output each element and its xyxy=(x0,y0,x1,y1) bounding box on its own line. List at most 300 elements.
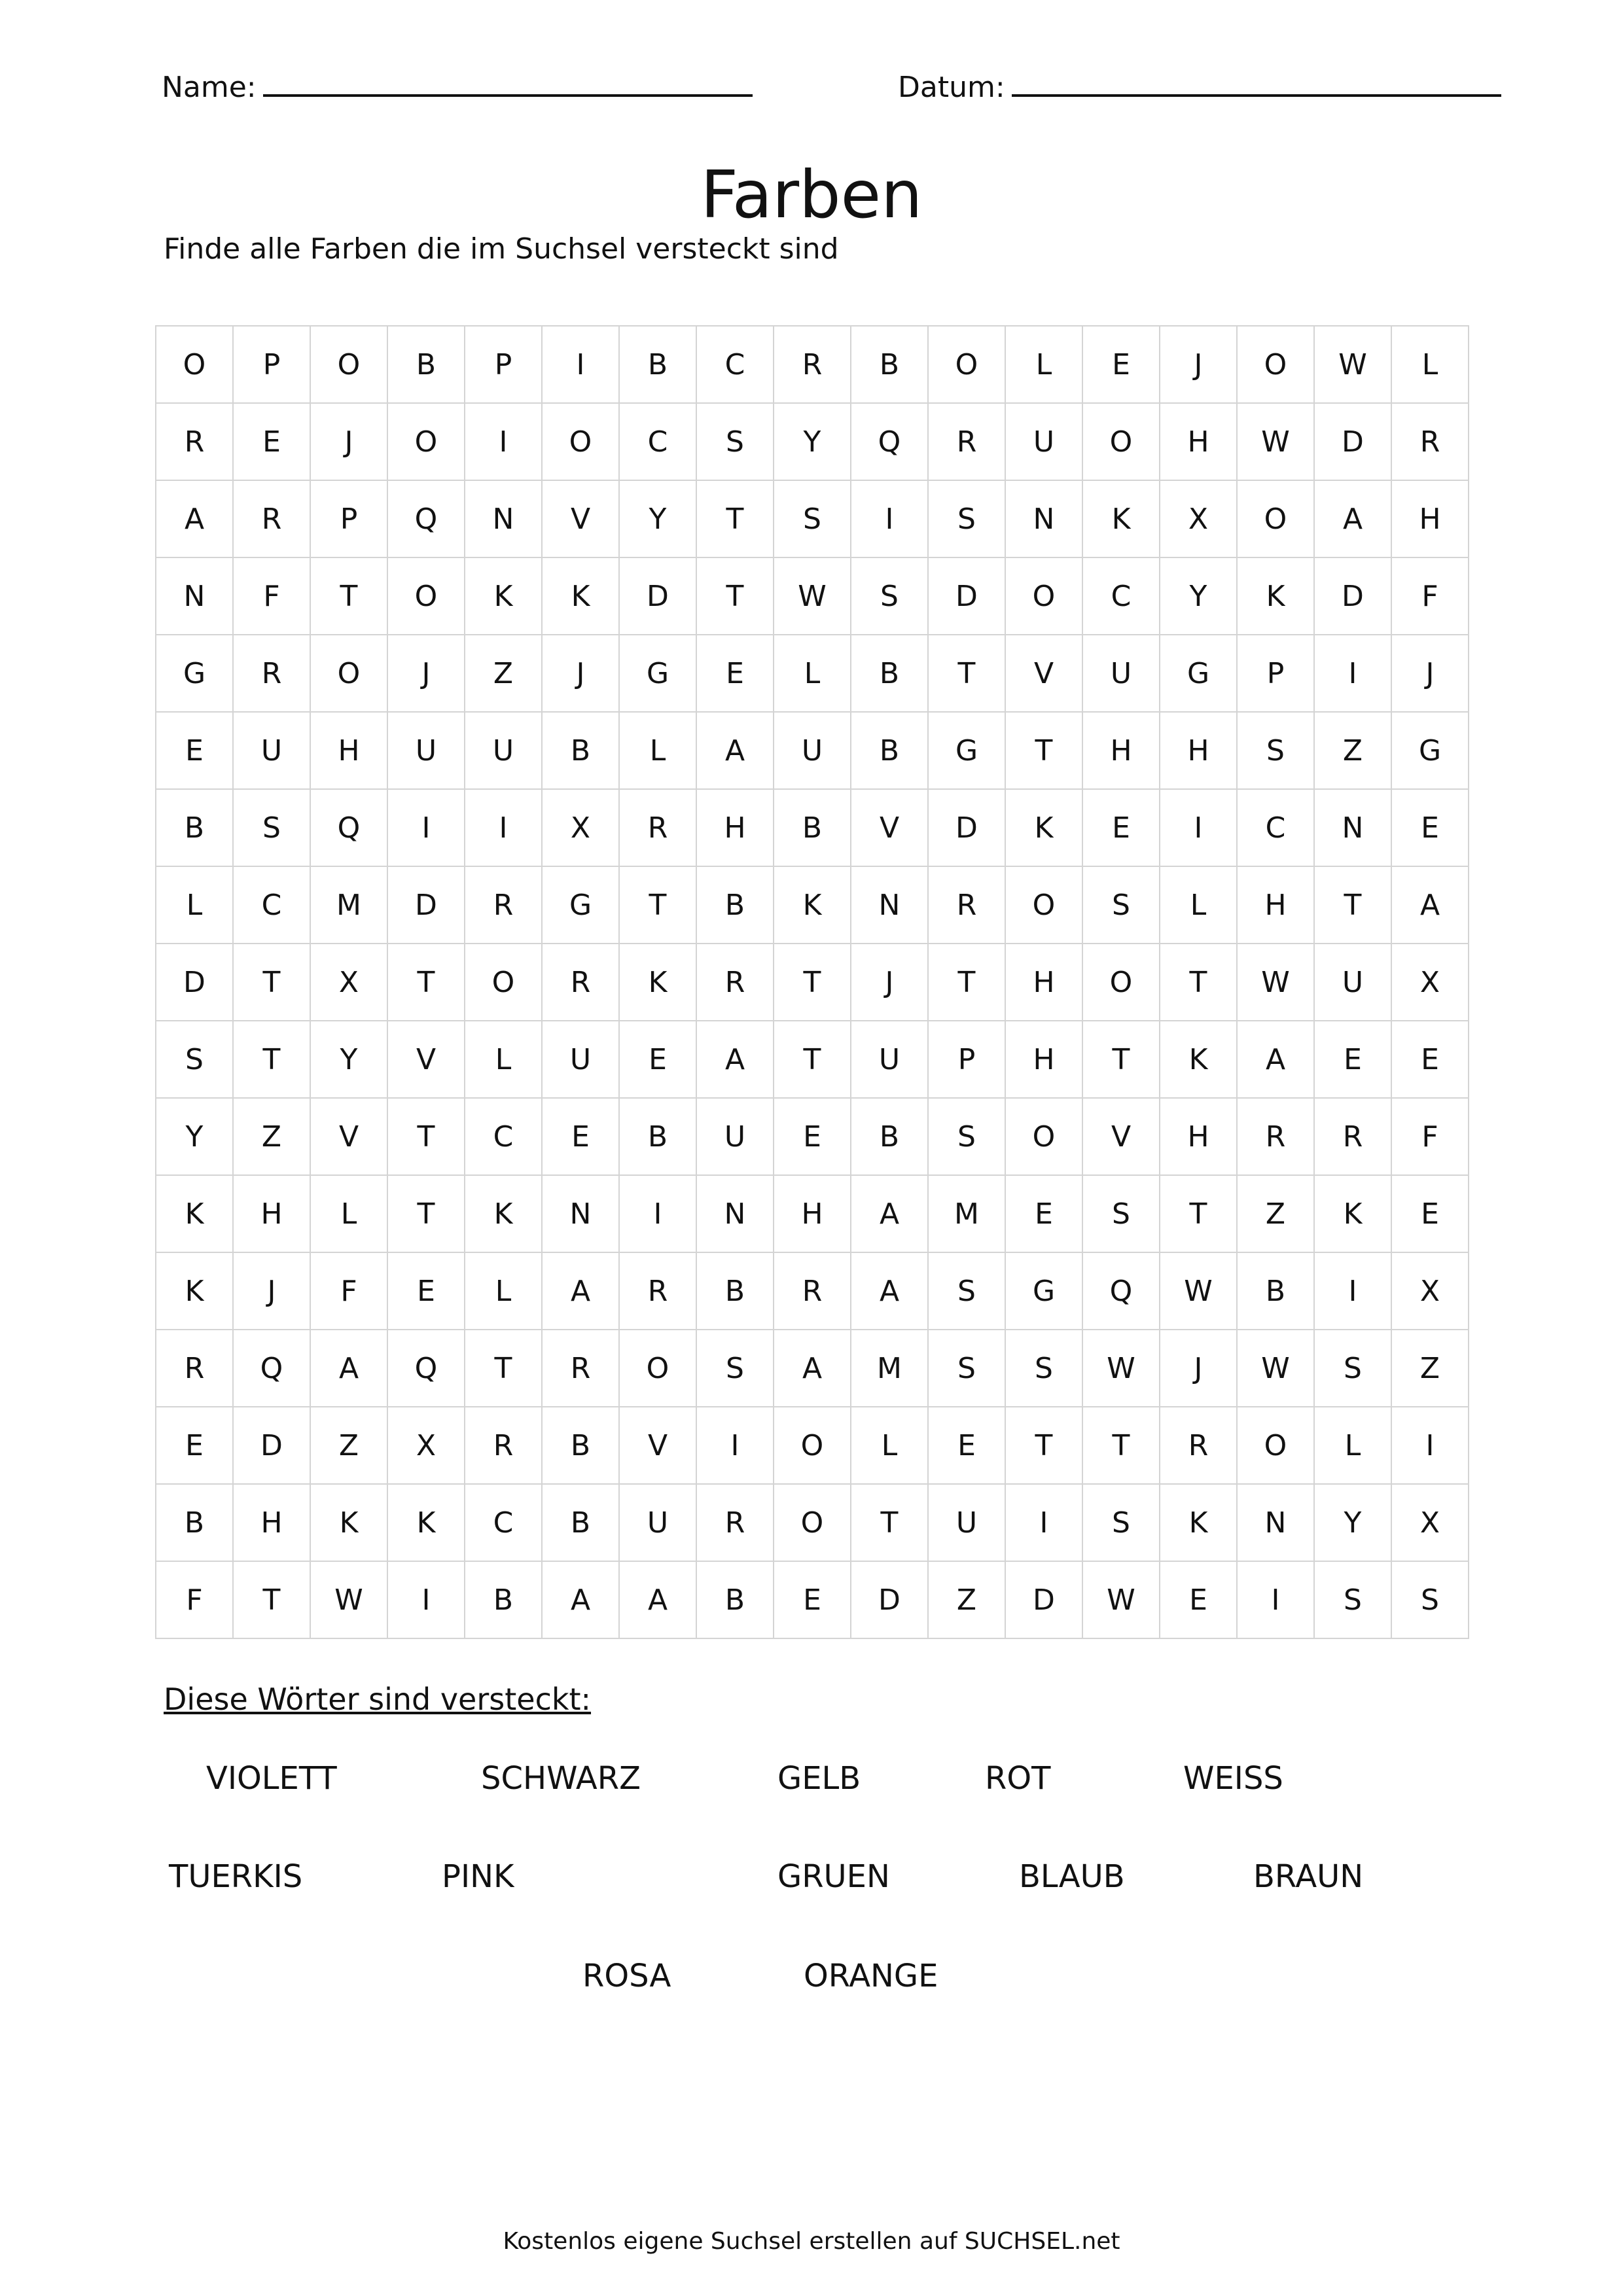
grid-row xyxy=(156,789,1469,866)
grid-cell: O xyxy=(928,326,1005,403)
grid-cell: X xyxy=(542,789,619,866)
grid-cell: H xyxy=(1005,1021,1082,1098)
grid-cell: M xyxy=(310,866,387,944)
grid-cell: R xyxy=(928,403,1005,480)
grid-cell: R xyxy=(233,635,310,712)
grid-cell: B xyxy=(851,712,928,789)
grid-cell: X xyxy=(1391,1484,1469,1561)
grid-cell: J xyxy=(1160,1330,1237,1407)
word-list-heading: Diese Wörter sind versteckt: xyxy=(164,1682,592,1717)
grid-cell: H xyxy=(1391,480,1469,557)
grid-cell: B xyxy=(696,1561,774,1638)
grid-cell: V xyxy=(387,1021,465,1098)
grid-cell: G xyxy=(1391,712,1469,789)
grid-cell: I xyxy=(1391,1407,1469,1484)
grid-cell: B xyxy=(542,712,619,789)
grid-cell: V xyxy=(1005,635,1082,712)
grid-cell: H xyxy=(774,1175,851,1252)
grid-cell: L xyxy=(310,1175,387,1252)
grid-cell: B xyxy=(851,1098,928,1175)
grid-cell: X xyxy=(310,944,387,1021)
grid-cell: T xyxy=(233,1561,310,1638)
grid-cell: E xyxy=(1391,1021,1469,1098)
grid-cell: E xyxy=(774,1561,851,1638)
grid-cell: U xyxy=(774,712,851,789)
grid-cell: S xyxy=(1314,1561,1391,1638)
grid-cell: F xyxy=(233,557,310,635)
grid-cell: K xyxy=(387,1484,465,1561)
grid-cell: W xyxy=(1237,403,1314,480)
grid-cell: T xyxy=(1160,1175,1237,1252)
grid-cell: E xyxy=(156,712,233,789)
grid-cell: G xyxy=(156,635,233,712)
grid-cell: E xyxy=(542,1098,619,1175)
grid-cell: O xyxy=(619,1330,696,1407)
grid-cell: K xyxy=(1314,1175,1391,1252)
grid-cell: S xyxy=(1082,1175,1160,1252)
grid-cell: P xyxy=(1237,635,1314,712)
grid-cell: A xyxy=(696,1021,774,1098)
grid-cell: W xyxy=(310,1561,387,1638)
word-item: GELB xyxy=(777,1760,861,1797)
grid-cell: K xyxy=(1237,557,1314,635)
grid-cell: R xyxy=(928,866,1005,944)
grid-cell: K xyxy=(310,1484,387,1561)
grid-cell: R xyxy=(465,1407,542,1484)
grid-cell: E xyxy=(619,1021,696,1098)
grid-cell: Z xyxy=(310,1407,387,1484)
grid-row xyxy=(156,866,1469,944)
grid-cell: T xyxy=(1005,712,1082,789)
grid-cell: N xyxy=(851,866,928,944)
grid-cell: I xyxy=(696,1407,774,1484)
grid-cell: E xyxy=(1391,789,1469,866)
grid-cell: R xyxy=(696,1484,774,1561)
grid-cell: U xyxy=(465,712,542,789)
grid-cell: D xyxy=(1005,1561,1082,1638)
grid-cell: I xyxy=(465,789,542,866)
grid-cell: J xyxy=(542,635,619,712)
grid-cell: T xyxy=(696,557,774,635)
grid-cell: W xyxy=(1160,1252,1237,1330)
grid-cell: U xyxy=(542,1021,619,1098)
grid-cell: Y xyxy=(619,480,696,557)
grid-cell: B xyxy=(851,635,928,712)
grid-cell: S xyxy=(928,1098,1005,1175)
grid-cell: A xyxy=(851,1252,928,1330)
grid-cell: P xyxy=(465,326,542,403)
name-line[interactable] xyxy=(263,65,753,97)
grid-cell: O xyxy=(774,1484,851,1561)
grid-cell: Q xyxy=(310,789,387,866)
grid-cell: V xyxy=(619,1407,696,1484)
grid-cell: S xyxy=(1237,712,1314,789)
grid-cell: A xyxy=(1391,866,1469,944)
grid-cell: L xyxy=(1160,866,1237,944)
grid-row xyxy=(156,1021,1469,1098)
grid-cell: R xyxy=(696,944,774,1021)
grid-cell: U xyxy=(1082,635,1160,712)
grid-cell: H xyxy=(233,1484,310,1561)
grid-cell: P xyxy=(233,326,310,403)
grid-cell: C xyxy=(619,403,696,480)
grid-cell: I xyxy=(1005,1484,1082,1561)
grid-cell: T xyxy=(1082,1407,1160,1484)
grid-cell: O xyxy=(1237,326,1314,403)
grid-cell: J xyxy=(1391,635,1469,712)
grid-cell: K xyxy=(542,557,619,635)
grid-cell: B xyxy=(465,1561,542,1638)
name-label: Name: xyxy=(162,71,257,104)
grid-cell: L xyxy=(774,635,851,712)
grid-cell: B xyxy=(542,1407,619,1484)
grid-cell: D xyxy=(619,557,696,635)
grid-cell: V xyxy=(851,789,928,866)
grid-cell: N xyxy=(542,1175,619,1252)
word-item: GRUEN xyxy=(777,1858,890,1895)
grid-cell: C xyxy=(696,326,774,403)
grid-cell: Z xyxy=(465,635,542,712)
grid-cell: W xyxy=(1082,1561,1160,1638)
grid-cell: Q xyxy=(851,403,928,480)
grid-cell: B xyxy=(1237,1252,1314,1330)
grid-cell: M xyxy=(928,1175,1005,1252)
grid-cell: N xyxy=(1237,1484,1314,1561)
grid-cell: L xyxy=(1005,326,1082,403)
grid-cell: Y xyxy=(310,1021,387,1098)
grid-cell: L xyxy=(465,1252,542,1330)
grid-cell: A xyxy=(1314,480,1391,557)
grid-cell: G xyxy=(1160,635,1237,712)
grid-cell: O xyxy=(387,557,465,635)
grid-cell: E xyxy=(233,403,310,480)
grid-cell: K xyxy=(156,1252,233,1330)
grid-cell: P xyxy=(310,480,387,557)
grid-cell: U xyxy=(1005,403,1082,480)
grid-cell: R xyxy=(619,789,696,866)
grid-cell: I xyxy=(1237,1561,1314,1638)
grid-cell: Q xyxy=(1082,1252,1160,1330)
name-field[interactable] xyxy=(162,65,753,104)
footer-credit: Kostenlos eigene Suchsel erstellen auf SUCHSEL.net xyxy=(503,2228,1120,2255)
grid-cell: Q xyxy=(387,1330,465,1407)
grid-cell: G xyxy=(619,635,696,712)
grid-cell: A xyxy=(156,480,233,557)
grid-cell: X xyxy=(387,1407,465,1484)
grid-cell: B xyxy=(542,1484,619,1561)
grid-cell: D xyxy=(156,944,233,1021)
grid-cell: B xyxy=(387,326,465,403)
grid-cell: B xyxy=(851,326,928,403)
grid-cell: W xyxy=(1314,326,1391,403)
grid-cell: T xyxy=(233,1021,310,1098)
grid-row xyxy=(156,1098,1469,1175)
grid-cell: E xyxy=(1160,1561,1237,1638)
grid-cell: Y xyxy=(774,403,851,480)
grid-cell: H xyxy=(1082,712,1160,789)
grid-cell: X xyxy=(1391,944,1469,1021)
grid-cell: V xyxy=(1082,1098,1160,1175)
word-item: ROSA xyxy=(582,1958,671,1994)
grid-cell: S xyxy=(774,480,851,557)
grid-cell: T xyxy=(387,1175,465,1252)
grid-cell: I xyxy=(1160,789,1237,866)
word-item: VIOLETT xyxy=(206,1760,337,1797)
grid-cell: D xyxy=(233,1407,310,1484)
grid-cell: Y xyxy=(1314,1484,1391,1561)
grid-cell: S xyxy=(1005,1330,1082,1407)
grid-cell: O xyxy=(1005,1098,1082,1175)
grid-cell: R xyxy=(542,1330,619,1407)
grid-cell: A xyxy=(851,1175,928,1252)
grid-cell: U xyxy=(696,1098,774,1175)
grid-row xyxy=(156,1252,1469,1330)
grid-cell: E xyxy=(774,1098,851,1175)
grid-cell: O xyxy=(774,1407,851,1484)
grid-cell: I xyxy=(851,480,928,557)
grid-cell: R xyxy=(774,326,851,403)
grid-cell: F xyxy=(156,1561,233,1638)
word-item: ORANGE xyxy=(804,1958,938,1994)
grid-cell: D xyxy=(928,557,1005,635)
grid-row xyxy=(156,326,1469,403)
grid-row xyxy=(156,480,1469,557)
grid-cell: H xyxy=(1237,866,1314,944)
grid-cell: C xyxy=(465,1484,542,1561)
grid-cell: N xyxy=(465,480,542,557)
grid-row xyxy=(156,944,1469,1021)
grid-cell: H xyxy=(1005,944,1082,1021)
grid-cell: U xyxy=(851,1021,928,1098)
grid-cell: A xyxy=(542,1252,619,1330)
grid-cell: K xyxy=(1005,789,1082,866)
grid-cell: T xyxy=(1005,1407,1082,1484)
grid-cell: W xyxy=(1237,1330,1314,1407)
grid-cell: O xyxy=(310,635,387,712)
grid-cell: S xyxy=(928,1330,1005,1407)
date-field[interactable] xyxy=(898,65,1501,104)
grid-cell: A xyxy=(542,1561,619,1638)
grid-cell: Z xyxy=(1237,1175,1314,1252)
grid-cell: O xyxy=(310,326,387,403)
grid-cell: J xyxy=(851,944,928,1021)
grid-cell: L xyxy=(156,866,233,944)
grid-cell: D xyxy=(387,866,465,944)
grid-cell: R xyxy=(1314,1098,1391,1175)
grid-cell: T xyxy=(387,944,465,1021)
grid-cell: F xyxy=(1391,557,1469,635)
grid-cell: O xyxy=(465,944,542,1021)
grid-cell: T xyxy=(387,1098,465,1175)
instructions: Finde alle Farben die im Suchsel versteckt sind xyxy=(164,232,839,266)
word-item: SCHWARZ xyxy=(481,1760,641,1797)
grid-cell: I xyxy=(619,1175,696,1252)
grid-cell: H xyxy=(233,1175,310,1252)
grid-cell: H xyxy=(1160,712,1237,789)
grid-cell: S xyxy=(696,403,774,480)
grid-cell: O xyxy=(542,403,619,480)
grid-cell: C xyxy=(1237,789,1314,866)
grid-row xyxy=(156,635,1469,712)
grid-cell: T xyxy=(928,944,1005,1021)
grid-cell: R xyxy=(156,403,233,480)
grid-cell: N xyxy=(696,1175,774,1252)
grid-cell: D xyxy=(1314,403,1391,480)
grid-cell: B xyxy=(156,1484,233,1561)
grid-cell: T xyxy=(465,1330,542,1407)
grid-cell: Z xyxy=(928,1561,1005,1638)
grid-cell: E xyxy=(696,635,774,712)
grid-cell: R xyxy=(1160,1407,1237,1484)
grid-cell: T xyxy=(696,480,774,557)
grid-cell: X xyxy=(1160,480,1237,557)
grid-cell: L xyxy=(619,712,696,789)
grid-cell: Y xyxy=(1160,557,1237,635)
grid-cell: H xyxy=(1160,403,1237,480)
grid-cell: T xyxy=(774,1021,851,1098)
grid-cell: A xyxy=(774,1330,851,1407)
grid-cell: W xyxy=(1237,944,1314,1021)
grid-row xyxy=(156,1175,1469,1252)
grid-cell: M xyxy=(851,1330,928,1407)
grid-cell: U xyxy=(928,1484,1005,1561)
grid-cell: I xyxy=(1314,1252,1391,1330)
grid-row xyxy=(156,557,1469,635)
grid-cell: S xyxy=(928,480,1005,557)
grid-cell: E xyxy=(1314,1021,1391,1098)
grid-cell: T xyxy=(1082,1021,1160,1098)
grid-cell: S xyxy=(851,557,928,635)
grid-cell: C xyxy=(1082,557,1160,635)
grid-cell: B xyxy=(774,789,851,866)
grid-cell: D xyxy=(1314,557,1391,635)
grid-cell: O xyxy=(1237,1407,1314,1484)
grid-cell: R xyxy=(1237,1098,1314,1175)
grid-cell: I xyxy=(542,326,619,403)
grid-cell: T xyxy=(774,944,851,1021)
grid-cell: D xyxy=(928,789,1005,866)
grid-cell: E xyxy=(1082,789,1160,866)
grid-cell: U xyxy=(619,1484,696,1561)
grid-cell: N xyxy=(1314,789,1391,866)
grid-cell: N xyxy=(156,557,233,635)
grid-cell: Q xyxy=(233,1330,310,1407)
grid-cell: O xyxy=(1082,403,1160,480)
grid-cell: T xyxy=(928,635,1005,712)
grid-cell: H xyxy=(1160,1098,1237,1175)
grid-cell: Z xyxy=(233,1098,310,1175)
grid-cell: T xyxy=(619,866,696,944)
grid-cell: S xyxy=(928,1252,1005,1330)
grid-cell: B xyxy=(696,866,774,944)
grid-cell: E xyxy=(1391,1175,1469,1252)
grid-cell: H xyxy=(310,712,387,789)
grid-cell: O xyxy=(1005,557,1082,635)
grid-cell: V xyxy=(310,1098,387,1175)
grid-cell: L xyxy=(851,1407,928,1484)
date-line[interactable] xyxy=(1012,65,1501,97)
grid-cell: G xyxy=(542,866,619,944)
grid-cell: K xyxy=(774,866,851,944)
grid-cell: B xyxy=(619,1098,696,1175)
grid-cell: O xyxy=(1237,480,1314,557)
word-item: BLAUB xyxy=(1019,1858,1125,1895)
grid-cell: O xyxy=(1005,866,1082,944)
grid-cell: S xyxy=(1391,1561,1469,1638)
grid-cell: S xyxy=(1082,1484,1160,1561)
grid-cell: N xyxy=(1005,480,1082,557)
grid-cell: O xyxy=(1082,944,1160,1021)
grid-cell: C xyxy=(233,866,310,944)
page-title: Farben xyxy=(700,156,923,233)
grid-cell: R xyxy=(1391,403,1469,480)
grid-cell: F xyxy=(310,1252,387,1330)
grid-cell: E xyxy=(1005,1175,1082,1252)
grid-cell: K xyxy=(1160,1021,1237,1098)
grid-cell: K xyxy=(1160,1484,1237,1561)
grid-cell: H xyxy=(696,789,774,866)
grid-cell: X xyxy=(1391,1252,1469,1330)
word-item: WEISS xyxy=(1183,1760,1283,1797)
grid-cell: T xyxy=(310,557,387,635)
grid-cell: B xyxy=(696,1252,774,1330)
grid-cell: S xyxy=(1314,1330,1391,1407)
grid-cell: G xyxy=(928,712,1005,789)
grid-cell: G xyxy=(1005,1252,1082,1330)
grid-cell: R xyxy=(233,480,310,557)
grid-cell: J xyxy=(233,1252,310,1330)
grid-cell: E xyxy=(928,1407,1005,1484)
grid-cell: W xyxy=(1082,1330,1160,1407)
word-item: TUERKIS xyxy=(169,1858,303,1895)
grid-cell: T xyxy=(851,1484,928,1561)
grid-cell: U xyxy=(233,712,310,789)
grid-cell: L xyxy=(1391,326,1469,403)
word-item: BRAUN xyxy=(1253,1858,1364,1895)
grid-cell: S xyxy=(696,1330,774,1407)
date-label: Datum: xyxy=(898,71,1005,104)
grid-cell: Q xyxy=(387,480,465,557)
grid-cell: I xyxy=(387,1561,465,1638)
grid-cell: A xyxy=(619,1561,696,1638)
grid-cell: S xyxy=(1082,866,1160,944)
grid-cell: B xyxy=(619,326,696,403)
grid-cell: S xyxy=(233,789,310,866)
grid-cell: T xyxy=(233,944,310,1021)
grid-cell: V xyxy=(542,480,619,557)
grid-cell: A xyxy=(696,712,774,789)
grid-cell: E xyxy=(387,1252,465,1330)
grid-cell: T xyxy=(1314,866,1391,944)
grid-row xyxy=(156,1330,1469,1407)
grid-row xyxy=(156,712,1469,789)
grid-cell: U xyxy=(387,712,465,789)
grid-cell: R xyxy=(619,1252,696,1330)
grid-cell: R xyxy=(465,866,542,944)
grid-cell: R xyxy=(542,944,619,1021)
word-item: ROT xyxy=(985,1760,1051,1797)
grid-cell: I xyxy=(1314,635,1391,712)
grid-cell: Z xyxy=(1391,1330,1469,1407)
grid-cell: J xyxy=(310,403,387,480)
grid-cell: K xyxy=(156,1175,233,1252)
grid-cell: T xyxy=(1160,944,1237,1021)
grid-cell: A xyxy=(310,1330,387,1407)
grid-cell: L xyxy=(1314,1407,1391,1484)
grid-cell: R xyxy=(774,1252,851,1330)
grid-cell: K xyxy=(465,557,542,635)
word-item: PINK xyxy=(442,1858,514,1895)
